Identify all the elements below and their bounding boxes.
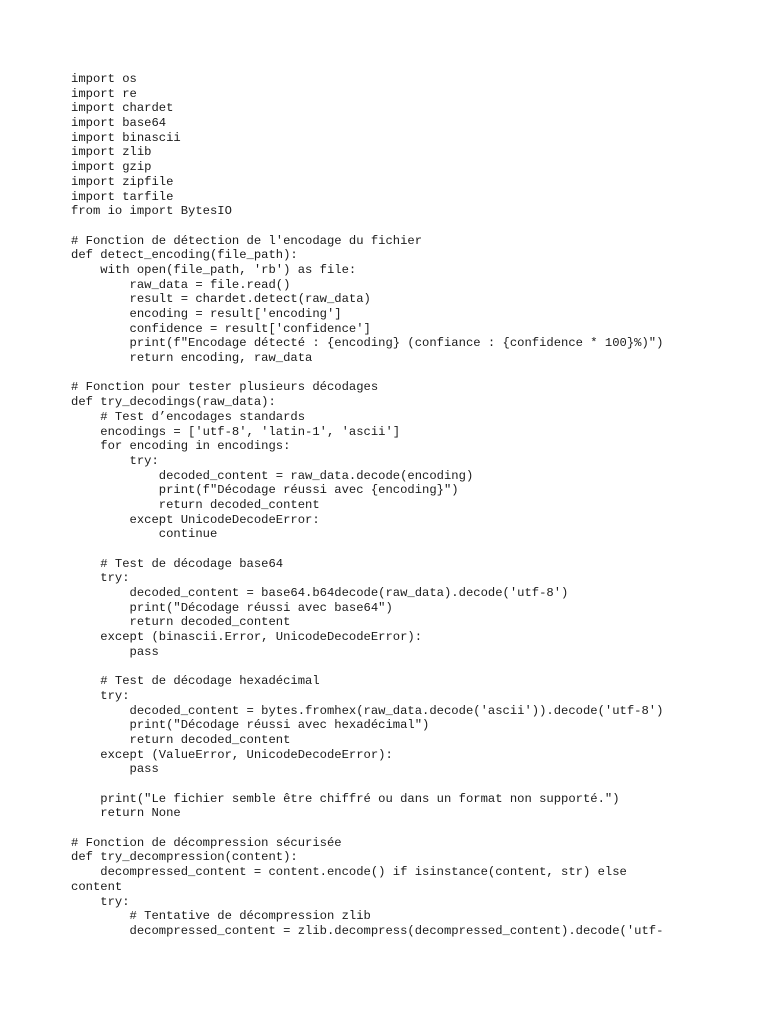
code-line: pass [71, 644, 159, 659]
code-line: return None [71, 806, 181, 821]
code-line: print(f"Encodage détecté : {encoding} (confiance : {confidence * 100}%)") [71, 336, 664, 351]
code-line: decoded_content = base64.b64decode(raw_data).decode('utf-8') [71, 586, 569, 601]
code-line: def try_decompression(content): [71, 850, 298, 865]
code-line: except (ValueError, UnicodeDecodeError): [71, 747, 393, 762]
code-line: import re [71, 86, 137, 101]
code-line: # Fonction de décompression sécurisée [71, 835, 342, 850]
code-line: decoded_content = bytes.fromhex(raw_data.decode('ascii')).decode('utf-8') [71, 703, 664, 718]
code-line: # Test d’encodages standards [71, 409, 306, 424]
code-line [71, 366, 711, 381]
code-line: print("Décodage réussi avec hexadécimal") [71, 718, 430, 733]
code-line: decompressed_content = content.encode() if isinstance(content, str) else [71, 865, 627, 880]
code-line: decoded_content = raw_data.decode(encoding) [71, 468, 474, 483]
code-line: for encoding in encodings: [71, 439, 291, 454]
code-line: return decoded_content [71, 497, 320, 512]
code-line: decompressed_content = zlib.decompress(decompressed_content).decode('utf- [71, 923, 664, 938]
code-line: # Tentative de décompression zlib [71, 909, 371, 924]
code-line: import binascii [71, 130, 181, 145]
code-line: confidence = result['confidence'] [71, 321, 371, 336]
code-line: continue [71, 527, 218, 542]
code-line [71, 542, 711, 557]
code-line: return decoded_content [71, 732, 291, 747]
code-line: import os [71, 72, 137, 86]
code-line: raw_data = file.read() [71, 277, 291, 292]
code-line: return decoded_content [71, 615, 291, 630]
code-line: # Fonction pour tester plusieurs décodages [71, 380, 379, 395]
code-line: try: [71, 453, 159, 468]
code-line: def detect_encoding(file_path): [71, 248, 298, 263]
code-listing [71, 72, 711, 939]
code-line: import base64 [71, 116, 167, 131]
code-line [71, 821, 711, 836]
code-line: import tarfile [71, 189, 174, 204]
code-line: pass [71, 762, 159, 777]
code-line: except UnicodeDecodeError: [71, 512, 320, 527]
code-line: with open(file_path, 'rb') as file: [71, 262, 357, 277]
code-line: # Test de décodage hexadécimal [71, 674, 320, 689]
code-line: import gzip [71, 160, 152, 175]
code-line: print("Décodage réussi avec base64") [71, 600, 393, 615]
code-line: try: [71, 894, 130, 909]
code-line: import zlib [71, 145, 152, 160]
code-line: import zipfile [71, 174, 174, 189]
code-line: return encoding, raw_data [71, 351, 313, 366]
code-line: encoding = result['encoding'] [71, 307, 342, 321]
code-line: try: [71, 571, 130, 586]
code-line: content [71, 879, 123, 894]
code-line: import chardet [71, 101, 174, 116]
code-line: # Test de décodage base64 [71, 556, 284, 571]
code-line: try: [71, 688, 130, 703]
code-line [71, 660, 711, 675]
code-line: from io import BytesIO [71, 204, 232, 219]
code-line: result = chardet.detect(raw_data) [71, 292, 371, 307]
code-line: print("Le fichier semble être chiffré ou dans un format non supporté.") [71, 791, 620, 806]
code-line [71, 777, 711, 792]
code-line: encodings = ['utf-8', 'latin-1', 'ascii'] [71, 424, 401, 439]
code-line: except (binascii.Error, UnicodeDecodeError): [71, 630, 423, 645]
code-line [71, 219, 711, 234]
code-line: def try_decodings(raw_data): [71, 395, 276, 410]
code-line: # Fonction de détection de l'encodage du fichier [71, 233, 423, 248]
code-line: print(f"Décodage réussi avec {encoding}") [71, 483, 459, 498]
